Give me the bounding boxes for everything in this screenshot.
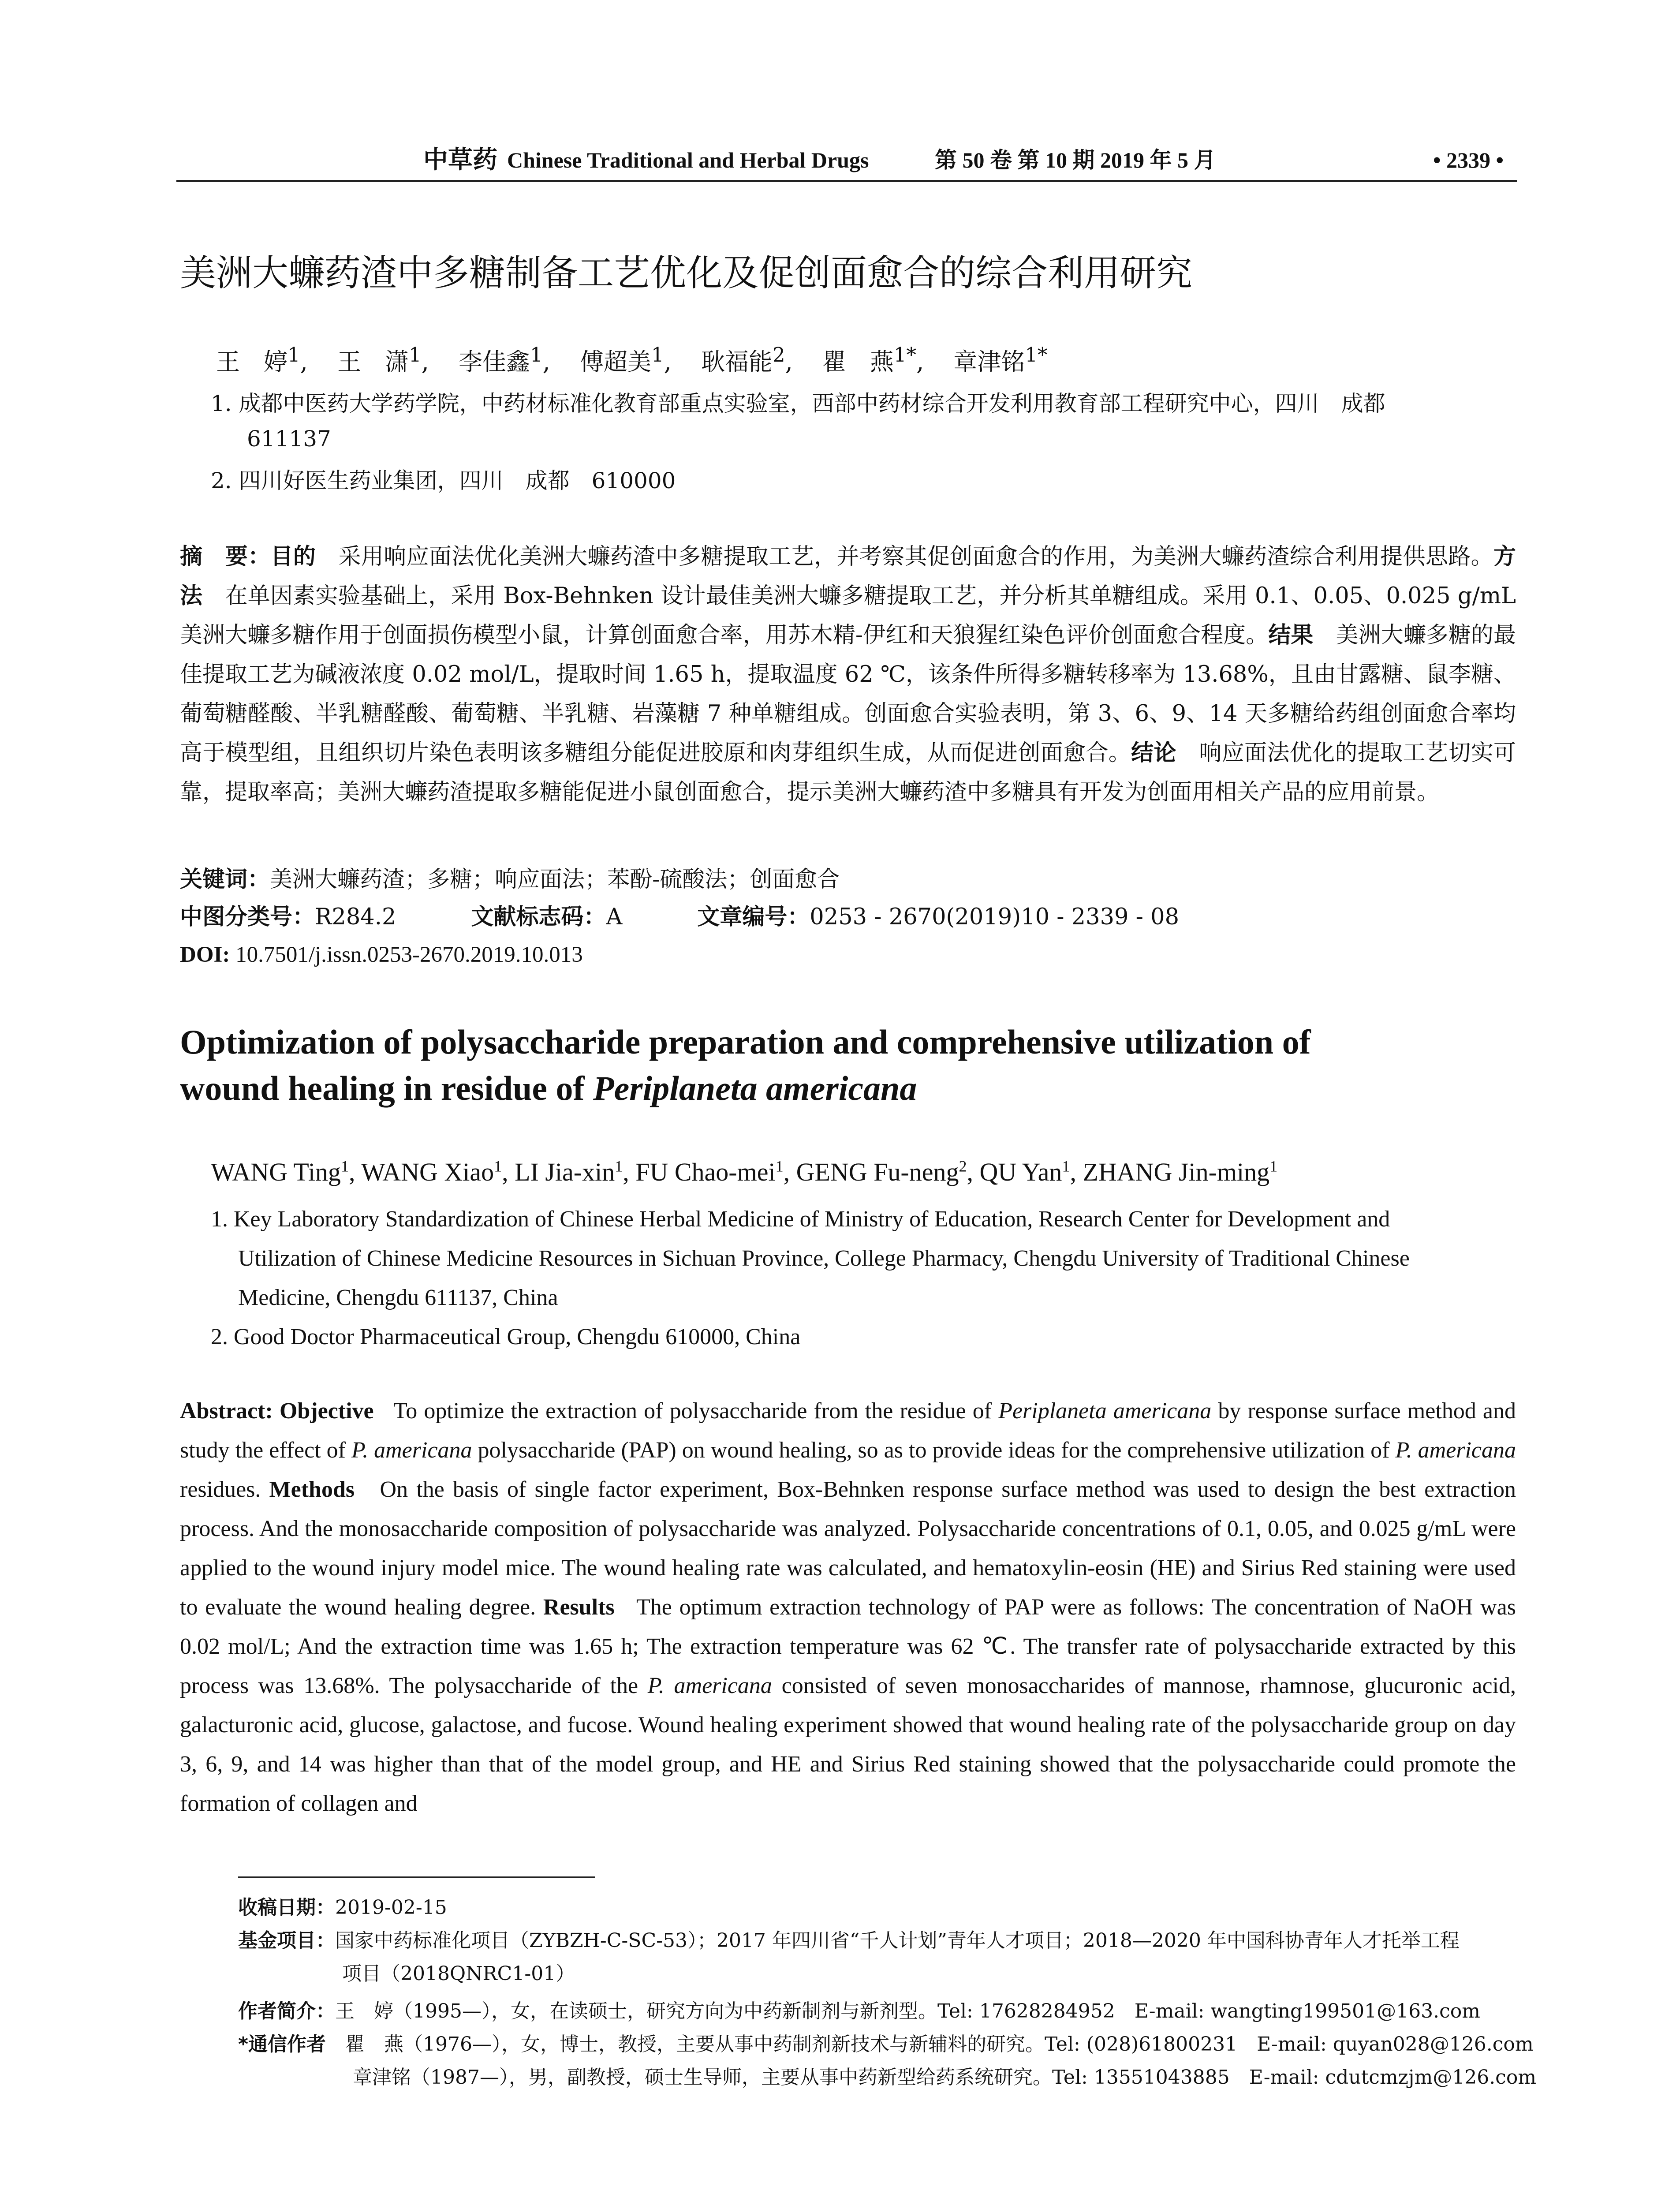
affiliation-cn-2: 2. 四川好医生药业集团，四川 成都 610000: [211, 468, 676, 493]
doi-row: DOI: 10.7501/j.issn.0253-2670.2019.10.013: [180, 942, 583, 967]
methods-label-en: Methods: [269, 1477, 355, 1502]
results-text-cn: 美洲大蠊多糖的最佳提取工艺为碱液浓度 0.02 mol/L，提取时间 1.65 h，提取温度 62 ℃，该条件所得多糖转移率为 13.68%，且由甘露糖、鼠李糖、葡萄糖醛酸、半乳糖醛酸、葡萄糖、半乳糖、岩藻糖 7 种单糖组成。创面愈合实验表明，第 3、6、9、14 天多糖给药组创面愈合率均高于模型组，且组织切片染色表明该多糖组分能促进胶原和肉芽组织生成，从而促进创面愈合。: [180, 622, 1516, 766]
english-authors: [211, 1149, 1277, 1190]
english-title: Optimization of polysaccharide preparation and comprehensive utilization of wound healing in residue of Periplaneta americana: [180, 1023, 1311, 1107]
author-cn: 耿福能$^2$,: [701, 343, 793, 376]
affiliation-en-2: 2. Good Doctor Pharmaceutical Group, Chengdu 610000, China: [211, 1324, 801, 1349]
corresponding-author-1: *通信作者 瞿 燕（1976—），女，博士，教授，主要从事中药制剂新技术与新辅料的研究。Tel: (028)61800231 E-mail: quyan028@126.com: [238, 2033, 1534, 2056]
chinese-abstract: [180, 537, 1516, 812]
document-code: A: [606, 904, 623, 930]
running-header: [176, 140, 1517, 182]
author-en: LI Jia-xin$^1$,: [515, 1158, 636, 1187]
chinese-authors: [216, 340, 1070, 377]
author-cn: 王 潇$^1$,: [337, 343, 429, 376]
author-cn: 章津铭$^{1*}$: [953, 343, 1048, 376]
conclusion-label-cn: 结论: [1131, 740, 1176, 766]
footnote-rule: [238, 1876, 595, 1878]
conclusion-text-cn: 响应面法优化的提取工艺切实可靠，提取率高；美洲大蠊药渣提取多糖能促进小鼠创面愈合，提示美洲大蠊药渣中多糖具有开发为创面用相关产品的应用前景。: [180, 740, 1516, 805]
results-label-cn: 结果: [1268, 622, 1314, 648]
keywords-value: 美洲大蠊药渣；多糖；响应面法；苯酚-硫酸法；创面愈合: [270, 867, 840, 893]
keywords: 关键词：美洲大蠊药渣；多糖；响应面法；苯酚-硫酸法；创面愈合: [180, 867, 840, 893]
doi-link[interactable]: 10.7501/j.issn.0253-2670.2019.10.013: [235, 942, 583, 967]
chinese-title: 美洲大蠊药渣中多糖制备工艺优化及促创面愈合的综合利用研究: [180, 252, 1193, 294]
affiliation-en-1: 1. Key Laboratory Standardization of Chinese Herbal Medicine of Ministry of Education, Research Center for Development and: [211, 1207, 1390, 1232]
affiliation-cn-1-postcode: 611137: [247, 426, 331, 452]
abstract-label-en: Abstract: Objective: [180, 1398, 374, 1424]
methods-text-cn: 在单因素实验基础上，采用 Box-Behnken 设计最佳美洲大蠊多糖提取工艺，并分析其单糖组成。采用 0.1、0.05、0.025 g/mL 美洲大蠊多糖作用于创面损伤模型小鼠，计算创面愈合率，用苏木精-伊红和天狼猩红染色评价创面愈合程度。: [180, 583, 1516, 648]
affiliation-en-1-cont: Utilization of Chinese Medicine Resources in Sichuan Province, College Pharmacy, Chengdu University of Traditional Chinese: [238, 1246, 1410, 1271]
journal-name-en: Chinese Traditional and Herbal Drugs: [507, 148, 869, 172]
fund-info-cont: 项目（2018QNRC1-01）: [342, 1962, 575, 1985]
author-bio: 作者简介：王 婷（1995—），女，在读硕士，研究方向为中药新制剂与新剂型。Tel: 17628284952 E-mail: wangting199501@163.com: [238, 2000, 1480, 2022]
author-en: WANG Ting$^1$,: [211, 1158, 361, 1187]
corresponding-author-2: 章津铭（1987—），男，副教授，硕士生导师，主要从事中药新型给药系统研究。Tel: 13551043885 E-mail: cdutcmzjm@126.com: [353, 2066, 1537, 2089]
author-en: ZHANG Jin-ming$^1$: [1083, 1158, 1278, 1187]
journal-name-cn: 中草药: [423, 146, 497, 174]
page-number: • 2339 •: [1433, 148, 1504, 172]
clc-number: R284.2: [315, 904, 396, 930]
author-en: QU Yan$^1$,: [979, 1158, 1083, 1187]
author-cn: 瞿 燕$^{1*}$,: [822, 343, 924, 376]
abstract-label-cn: 摘 要：: [180, 544, 271, 570]
author-cn: 傅超美$^1$,: [579, 343, 672, 376]
author-en: FU Chao-mei$^1$,: [635, 1158, 796, 1187]
classification-row: 中图分类号：R284.2 文献标志码：A 文章编号：0253 - 2670(2019)10 - 2339 - 08: [180, 904, 1180, 930]
author-cn: 王 婷$^1$,: [216, 343, 308, 376]
author-en: WANG Xiao$^1$,: [361, 1158, 515, 1187]
methods-label-cn: 方法: [180, 544, 1516, 609]
author-cn: 李佳鑫$^1$,: [458, 343, 550, 376]
english-abstract: Abstract: Objective To optimize the extraction of polysaccharide from the residue of Periplaneta americana by response surface method and study the effect of P. americana polysaccharide (PAP) on wound healing, so as to provide ideas for the comprehensive utilization of P. americana residues. Methods On the basis of single factor experiment, Box-Behnken response surface method was used to design the best extraction process. And the monosaccharide composition of polysaccharide was analyzed. Polysaccharide concentrations of 0.1, 0.05, and 0.025 g/mL were applied to the wound injury model mice. The wound healing rate was calculated, and hematoxylin-eosin (HE) and Sirius Red staining were used to evaluate the wound healing degree. Results The optimum extraction technology of PAP were as follows: The concentration of NaOH was 0.02 mol/L; And the extraction time was 1.65 h; The extraction temperature was 62 ℃. The transfer rate of polysaccharide extracted by this process was 13.68%. The polysaccharide of the P. americana consisted of seven monosaccharides of mannose, rhamnose, glucuronic acid, galacturonic acid, glucose, galactose, and fucose. Wound healing experiment showed that wound healing rate of the polysaccharide group on day 3, 6, 9, and 14 was higher than that of the model group, and HE and Sirius Red staining showed that the polysaccharide could promote the formation of collagen and: [180, 1398, 1516, 1816]
received-date: 收稿日期：2019-02-15: [238, 1896, 447, 1919]
article-number: 0253 - 2670(2019)10 - 2339 - 08: [810, 904, 1180, 930]
author-en: GENG Fu-neng$^2$,: [796, 1158, 980, 1187]
fund-info: 基金项目：国家中药标准化项目（ZYBZH-C-SC-53）；2017 年四川省“千人计划”青年人才项目；2018—2020 年中国科协青年人才托举工程: [238, 1929, 1460, 1952]
issue-info: 第 50 卷 第 10 期 2019 年 5 月: [935, 148, 1216, 172]
results-label-en: Results: [543, 1595, 615, 1620]
methods-text-en: On the basis of single factor experiment, Box-Behnken response surface method was used to design the best extraction process. And the monosaccharide composition of polysaccharide was analyzed. Polysaccharide concentrations of 0.1, 0.05, and 0.025 g/mL were applied to the wound injury model mice. The wound healing rate was calculated, and hematoxylin-eosin (HE) and Sirius Red staining were used to evaluate the wound healing degree.: [180, 1477, 1516, 1620]
affiliation-cn-1: 1. 成都中医药大学药学院，中药材标准化教育部重点实验室，西部中药材综合开发利用教育部工程研究中心，四川 成都: [211, 391, 1385, 416]
objective-label-cn: 目的: [270, 544, 316, 570]
affiliation-en-1-cont2: Medicine, Chengdu 611137, China: [238, 1285, 558, 1310]
objective-text-cn: 采用响应面法优化美洲大蠊药渣中多糖提取工艺，并考察其促创面愈合的作用，为美洲大蠊药渣综合利用提供思路。: [338, 544, 1493, 570]
